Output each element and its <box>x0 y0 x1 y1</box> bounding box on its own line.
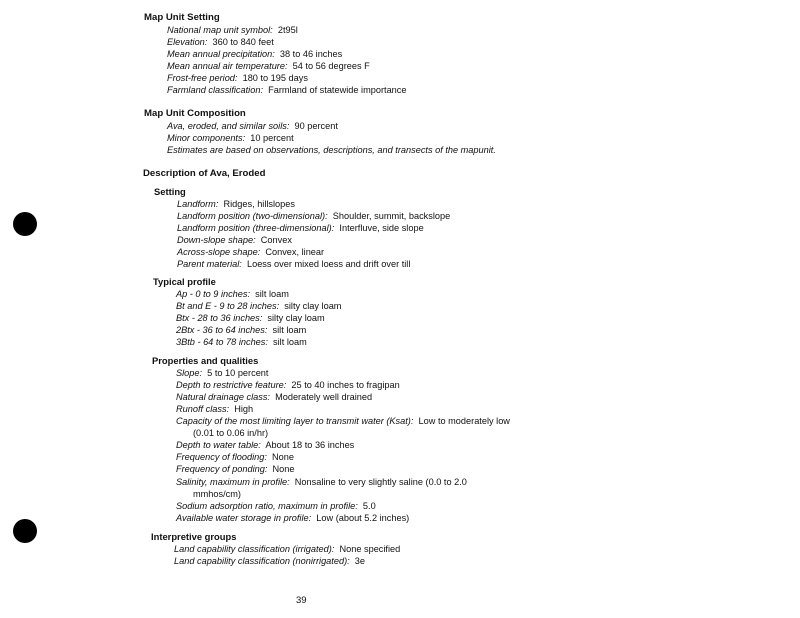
setting-landform: Landform: Ridges, hillslopes <box>177 199 295 209</box>
setting-line-air-temperature: Mean annual air temperature: 54 to 56 degrees F <box>167 61 370 71</box>
profile-btx: Btx - 28 to 36 inches: silty clay loam <box>176 313 325 323</box>
punch-hole-top <box>13 212 37 236</box>
property-ponding: Frequency of ponding: None <box>176 464 295 474</box>
property-slope: Slope: 5 to 10 percent <box>176 368 269 378</box>
profile-ap: Ap - 0 to 9 inches: silt loam <box>176 289 289 299</box>
punch-hole-bottom <box>13 519 37 543</box>
setting-line-farmland: Farmland classification: Farmland of statewide importance <box>167 85 407 95</box>
page-number: 39 <box>296 595 307 606</box>
property-sar: Sodium adsorption ratio, maximum in profile: 5.0 <box>176 501 376 511</box>
composition-line-ava: Ava, eroded, and similar soils: 90 percent <box>167 121 338 131</box>
property-drainage: Natural drainage class: Moderately well drained <box>176 392 373 402</box>
setting-line-frost-free: Frost-free period: 180 to 195 days <box>167 73 308 83</box>
property-flooding: Frequency of flooding: None <box>176 452 294 462</box>
property-runoff: Runoff class: High <box>176 404 254 414</box>
subheading-properties: Properties and qualities <box>152 355 259 366</box>
property-salinity-continuation: mmhos/cm) <box>193 489 241 499</box>
interpretive-nonirrigated: Land capability classification (nonirrigated): 3e <box>174 556 366 566</box>
setting-landform-position-2d: Landform position (two-dimensional): Shoulder, summit, backslope <box>177 211 451 221</box>
composition-line-minor: Minor components: 10 percent <box>167 133 294 143</box>
composition-note: Estimates are based on observations, descriptions, and transects of the mapunit. <box>167 145 496 155</box>
property-ksat-continuation: (0.01 to 0.06 in/hr) <box>193 428 269 438</box>
profile-3btb: 3Btb - 64 to 78 inches: silt loam <box>176 337 307 347</box>
property-available-water: Available water storage in profile: Low (about 5.2 inches) <box>176 513 410 523</box>
setting-across-slope: Across-slope shape: Convex, linear <box>177 247 325 257</box>
setting-line-symbol: National map unit symbol: 2t95l <box>167 25 298 35</box>
setting-parent-material: Parent material: Loess over mixed loess and drift over till <box>177 259 411 269</box>
profile-2btx: 2Btx - 36 to 64 inches: silt loam <box>176 325 307 335</box>
property-salinity: Salinity, maximum in profile: Nonsaline to very slightly saline (0.0 to 2.0 <box>176 477 467 487</box>
profile-bt-e: Bt and E - 9 to 28 inches: silty clay loam <box>176 301 342 311</box>
property-water-table: Depth to water table: About 18 to 36 inches <box>176 440 355 450</box>
section-heading-map-unit-setting: Map Unit Setting <box>144 12 220 23</box>
setting-line-elevation: Elevation: 360 to 840 feet <box>167 37 274 47</box>
section-heading-description: Description of Ava, Eroded <box>143 168 266 179</box>
property-ksat: Capacity of the most limiting layer to transmit water (Ksat): Low to moderately low <box>176 416 510 426</box>
section-heading-map-unit-composition: Map Unit Composition <box>144 108 246 119</box>
interpretive-irrigated: Land capability classification (irrigated): None specified <box>174 544 401 554</box>
property-depth-restrictive: Depth to restrictive feature: 25 to 40 inches to fragipan <box>176 380 400 390</box>
setting-down-slope: Down-slope shape: Convex <box>177 235 292 245</box>
subheading-typical-profile: Typical profile <box>153 276 216 287</box>
setting-landform-position-3d: Landform position (three-dimensional): Interfluve, side slope <box>177 223 424 233</box>
setting-line-precipitation: Mean annual precipitation: 38 to 46 inches <box>167 49 343 59</box>
subheading-setting: Setting <box>154 186 186 197</box>
subheading-interpretive: Interpretive groups <box>151 531 237 542</box>
